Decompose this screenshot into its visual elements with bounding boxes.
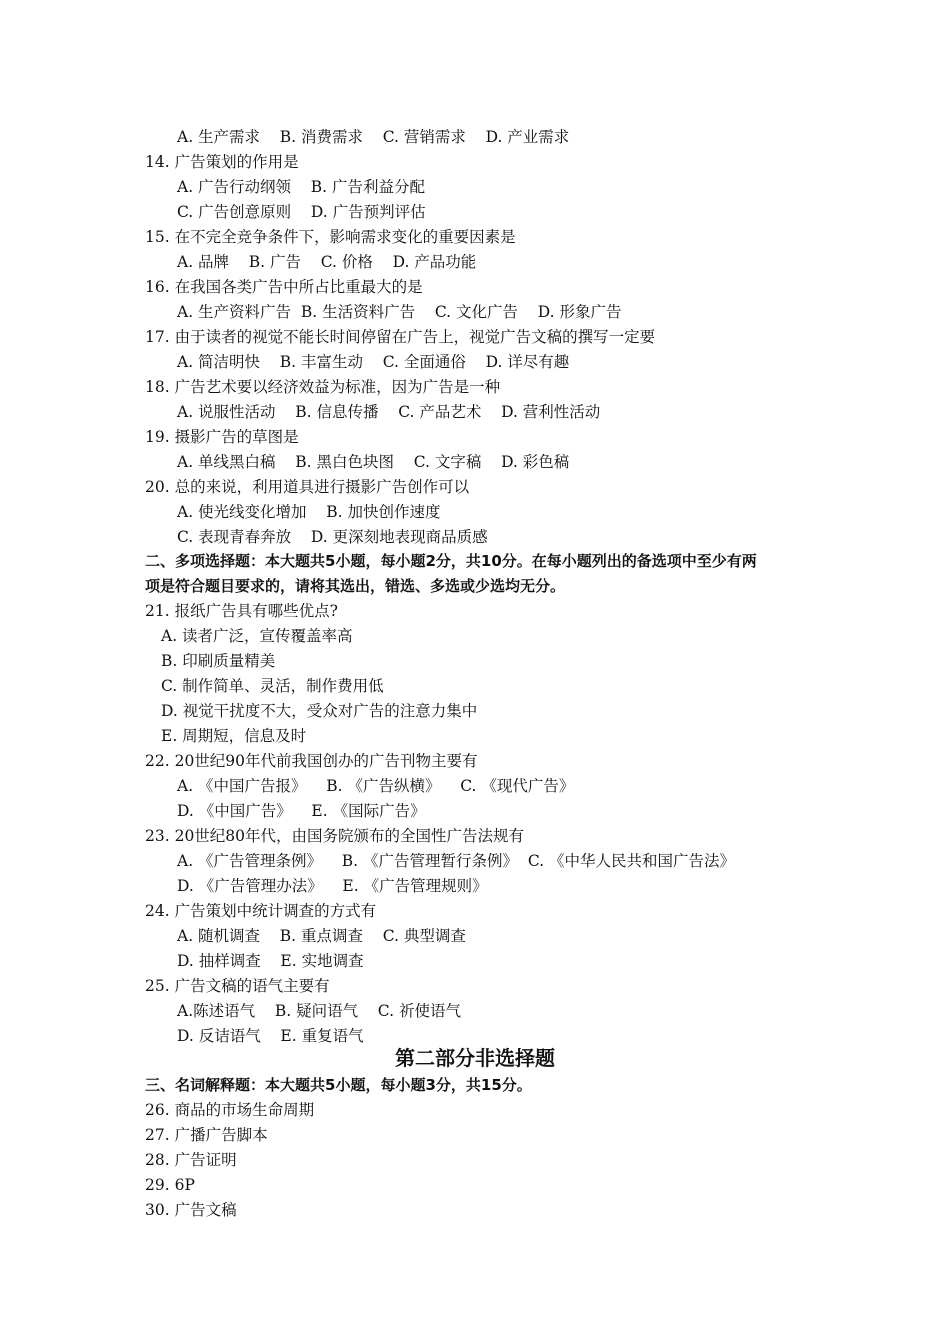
q17-stem: 17. 由于读者的视觉不能长时间停留在广告上，视觉广告文稿的撰写一定要 — [145, 328, 656, 346]
q25-stem: 25. 广告文稿的语气主要有 — [145, 977, 330, 995]
q19-stem: 19. 摄影广告的草图是 — [145, 428, 299, 446]
part2-title: 第二部分非选择题 — [395, 1046, 555, 1070]
q23-options-row2: D. 《广告管理办法》 E. 《广告管理规则》 — [177, 877, 488, 895]
q21-stem: 21. 报纸广告具有哪些优点? — [145, 602, 338, 620]
q27-stem: 27. 广播广告脚本 — [145, 1126, 268, 1144]
q22-options-row2: D. 《中国广告》 E. 《国际广告》 — [177, 802, 426, 820]
q24-options-row2: D. 抽样调查 E. 实地调查 — [177, 952, 364, 970]
section2-heading-line2: 项是符合题目要求的，请将其选出，错选、多选或少选均无分。 — [145, 577, 566, 595]
q18-stem: 18. 广告艺术要以经济效益为标准，因为广告是一种 — [145, 378, 501, 396]
q22-options-row1: A. 《中国广告报》 B. 《广告纵横》 C. 《现代广告》 — [177, 777, 575, 795]
q22-stem: 22. 20世纪90年代前我国创办的广告刊物主要有 — [145, 752, 478, 770]
q20-options-row2: C. 表现青春奔放 D. 更深刻地表现商品质感 — [177, 528, 488, 546]
q30-stem: 30. 广告文稿 — [145, 1201, 237, 1219]
q19-options: A. 单线黑白稿 B. 黑白色块图 C. 文字稿 D. 彩色稿 — [177, 453, 570, 471]
q25-options-row2: D. 反诘语气 E. 重复语气 — [177, 1027, 364, 1045]
q17-options: A. 简洁明快 B. 丰富生动 C. 全面通俗 D. 详尽有趣 — [177, 353, 570, 371]
q21-option-d: D. 视觉干扰度不大，受众对广告的注意力集中 — [161, 702, 478, 720]
q23-options-row1: A. 《广告管理条例》 B. 《广告管理暂行条例》 C. 《中华人民共和国广告法》 — [177, 852, 736, 870]
q26-stem: 26. 商品的市场生命周期 — [145, 1101, 315, 1119]
q15-options: A. 品牌 B. 广告 C. 价格 D. 产品功能 — [177, 253, 477, 271]
q21-option-e: E. 周期短，信息及时 — [161, 727, 307, 745]
q20-stem: 20. 总的来说，利用道具进行摄影广告创作可以 — [145, 478, 470, 496]
q24-options-row1: A. 随机调查 B. 重点调查 C. 典型调查 — [177, 927, 466, 945]
q24-stem: 24. 广告策划中统计调查的方式有 — [145, 902, 377, 920]
q21-option-a: A. 读者广泛，宣传覆盖率高 — [161, 627, 353, 645]
q14-options-row1: A. 广告行动纲领 B. 广告利益分配 — [177, 178, 426, 196]
q21-option-b: B. 印刷质量精美 — [161, 652, 276, 670]
q14-stem: 14. 广告策划的作用是 — [145, 153, 299, 171]
q18-options: A. 说服性活动 B. 信息传播 C. 产品艺术 D. 营利性活动 — [177, 403, 601, 421]
q16-stem: 16. 在我国各类广告中所占比重最大的是 — [145, 278, 423, 296]
q20-options-row1: A. 使光线变化增加 B. 加快创作速度 — [177, 503, 441, 521]
q21-option-c: C. 制作简单、灵活，制作费用低 — [161, 677, 384, 695]
q25-options-row1: A.陈述语气 B. 疑问语气 C. 祈使语气 — [177, 1002, 461, 1020]
q13-options: A. 生产需求 B. 消费需求 C. 营销需求 D. 产业需求 — [177, 128, 570, 146]
q16-options: A. 生产资料广告 B. 生活资料广告 C. 文化广告 D. 形象广告 — [177, 303, 622, 321]
q28-stem: 28. 广告证明 — [145, 1151, 237, 1169]
section3-heading: 三、名词解释题：本大题共5小题，每小题3分，共15分。 — [145, 1076, 532, 1094]
section2-heading-line1: 二、多项选择题：本大题共5小题，每小题2分，共10分。在每小题列出的备选项中至少有两 — [145, 552, 757, 570]
q29-stem: 29. 6P — [145, 1176, 195, 1194]
q14-options-row2: C. 广告创意原则 D. 广告预判评估 — [177, 203, 426, 221]
q23-stem: 23. 20世纪80年代，由国务院颁布的全国性广告法规有 — [145, 827, 525, 845]
q15-stem: 15. 在不完全竞争条件下，影响需求变化的重要因素是 — [145, 228, 516, 246]
